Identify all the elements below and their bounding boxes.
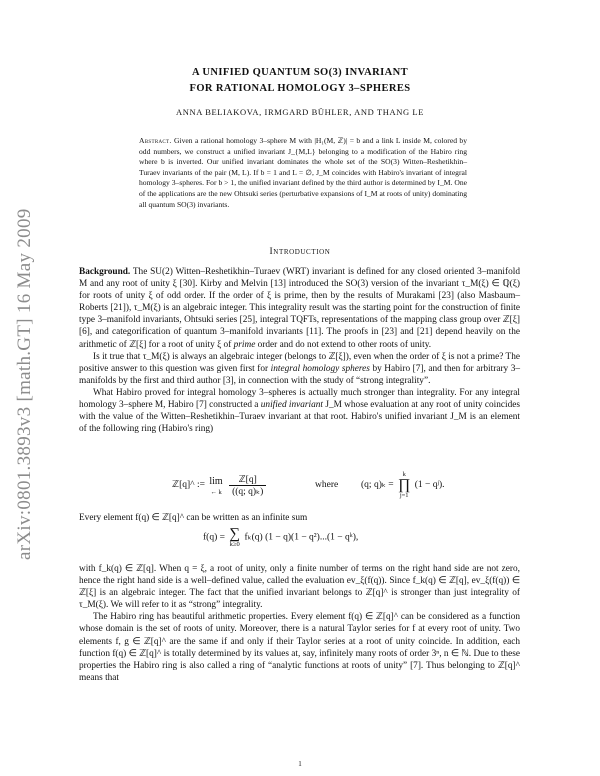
limit-subscript: ← k	[210, 488, 222, 496]
paragraph-text: What Habiro proved for integral homology 3–spheres is actually much stronger than integrality. For any integral homology 3–sphere M, Habiro [7] constructed a	[79, 387, 520, 411]
formula-where: where	[315, 480, 339, 491]
fraction-denominator: ((q; q)ₖ)	[232, 486, 264, 497]
formula-rhs: fₖ(q) (1 − q)(1 − q²)...(1 − qᵏ),	[244, 532, 359, 543]
product-operator	[398, 471, 410, 499]
formula-lhs: f(q) =	[203, 532, 225, 543]
paragraph-infinite-sum-intro: Every element f(q) ∈ ℤ[q]^ can be written as an infinite sum	[79, 513, 308, 523]
formula-lhs: ℤ[q]^ :=	[172, 480, 205, 491]
paragraph-text: The SU(2) Witten–Reshetikhin–Turaev (WRT) invariant is defined for any closed oriented 3–manifold M and any root of unity ξ [30]. Kirby and Melvin [13] introduced the SO(3) version of the invariant τ_M(ξ) ∈ ℚ(ξ) for roots of unity ξ of odd order. If the order of ξ is prime, then by the results of Murakami [23] (also Masbaum–Roberts [21]), τ_M(ξ) is an algebraic integer. This integrality result was the starting point for the construction of finite type 3–manifold invariants, Ohtsuki series [25], integral TQFTs, representations of the mapping class group over ℤ[ξ] [6], and categorification of quantum 3–manifold invariants [11]. The proofs in [23] and [21] depend heavily on the arithmetic of ℤ[ξ] for a root of unity ξ of	[79, 267, 520, 350]
paragraph-text: J_M whose evaluation at any root of unity coincides with the value of the Witten–Reshetikhin–Turaev invariant at that root. Habiro's unified invariant J_M is an element of the following ring (Habiro's ring)	[79, 400, 521, 435]
paragraph-evaluation: with f_k(q) ∈ ℤ[q]. When q = ξ, a root of unity, only a finite number of terms on the right hand side are not zero, hence the right hand side is a well–defined value, called the evaluation ev_ξ(f(q)). Since f_k(q) ∈ ℤ[q], ev_ξ(f(q)) ∈ ℤ[ξ] is an algebraic integer. The fact that the unified invariant belongs to ℤ[q]^ is stronger than just integrality of τ_M(ξ). We will refer to it as “strong” integrality.	[79, 564, 520, 611]
body-block-3	[79, 563, 520, 684]
sum-operator	[229, 527, 240, 548]
paragraph-text: Is it true that τ_M(ξ) is always an algebraic integer (belongs to ℤ[ξ]), even when the order of ξ is not a prime? The positive answer to this question was given first for	[79, 351, 520, 374]
abstract	[139, 136, 467, 210]
paragraph-text: by Habiro [7], and then for arbitrary 3–manifolds by the first and third author [3], in connection with the study of “strong integrality”.	[79, 363, 521, 386]
emphasis: integral homology spheres	[270, 363, 370, 374]
abstract-text: Given a rational homology 3–sphere M with |H₁(M, ℤ)| = b and a link L inside M, colored by odd numbers, we construct a unified invariant J_{M,L} belonging to a modification of the Habiro ring where b is inverted. Our unified invariant dominates the whole set of the SO(3) Witten–Reshetikhin–Turaev invariants of the pair (M, L). If b = 1 and L = ∅, J_M coincides with Habiro's invariant of integral homology 3–spheres. For b > 1, the unified invariant defined by the third author is determined by I_M. One of the applications are the new Ohtsuki series (perturbative expansions of I_M at roots of unity) dominating all quantum SO(3) invariants.	[139, 136, 467, 209]
section-heading: Introduction	[269, 247, 331, 257]
run-in-heading: Background.	[79, 267, 131, 277]
inverse-limit	[209, 475, 222, 496]
paragraph-background	[79, 266, 520, 351]
paragraph-text: order and do not extend to other roots of unity.	[257, 339, 432, 350]
author-list: ANNA BELIAKOVA, IRMGARD BÜHLER, AND THANG LE	[175, 107, 425, 117]
product-symbol: ∏	[398, 477, 411, 493]
limit-symbol: lim	[209, 475, 223, 487]
paragraph-habiro	[79, 387, 520, 435]
paragraph-arithmetic: The Habiro ring has beautiful arithmetic properties. Every element f(q) ∈ ℤ[q]^ can be considered as a function whose domain is the set of roots of unity. Moreover, there is a natural Taylor series for f at every root of unity. Two elements f, g ∈ ℤ[q]^ are the same if and only if their Taylor series at a root of unity coincide. In addition, each function f(q) ∈ ℤ[q]^ is totally determined by its values at, say, infinitely many roots of order 3ⁿ, n ∈ ℕ. Due to these properties the Habiro ring is also called a ring of “analytic functions at roots of unity” [7]. Thus belonging to ℤ[q]^ means that	[79, 612, 520, 683]
sum-symbol: ∑	[229, 526, 241, 542]
arxiv-stamp: arXiv:0801.3893v3 [math.GT] 16 May 2009	[14, 208, 35, 560]
formula-rhs-lhs: (q; q)ₖ =	[361, 480, 394, 491]
product-upper-limit: k	[402, 471, 406, 478]
product-lower-limit: j=1	[399, 492, 409, 499]
sum-lower-limit: k≥0	[229, 541, 240, 548]
paper-title-line-1: A UNIFIED QUANTUM SO(3) INVARIANT	[191, 67, 409, 78]
abstract-heading: Abstract.	[139, 136, 172, 145]
fraction-numerator: ℤ[q]	[229, 474, 266, 486]
body-block-1	[79, 266, 520, 435]
formula-infinite-sum	[203, 527, 358, 548]
formula-rhs-factor: (1 − qʲ).	[414, 480, 445, 491]
body-block-2	[79, 512, 520, 524]
formula-habiro-ring	[172, 471, 445, 499]
emphasis: unified invariant	[260, 400, 323, 411]
paper-title-line-2: FOR RATIONAL HOMOLOGY 3–SPHERES	[189, 83, 411, 94]
quotient-fraction	[229, 474, 266, 497]
page-number: 1	[298, 760, 302, 768]
emphasis: prime	[233, 339, 256, 350]
paragraph-integrality	[79, 351, 520, 387]
